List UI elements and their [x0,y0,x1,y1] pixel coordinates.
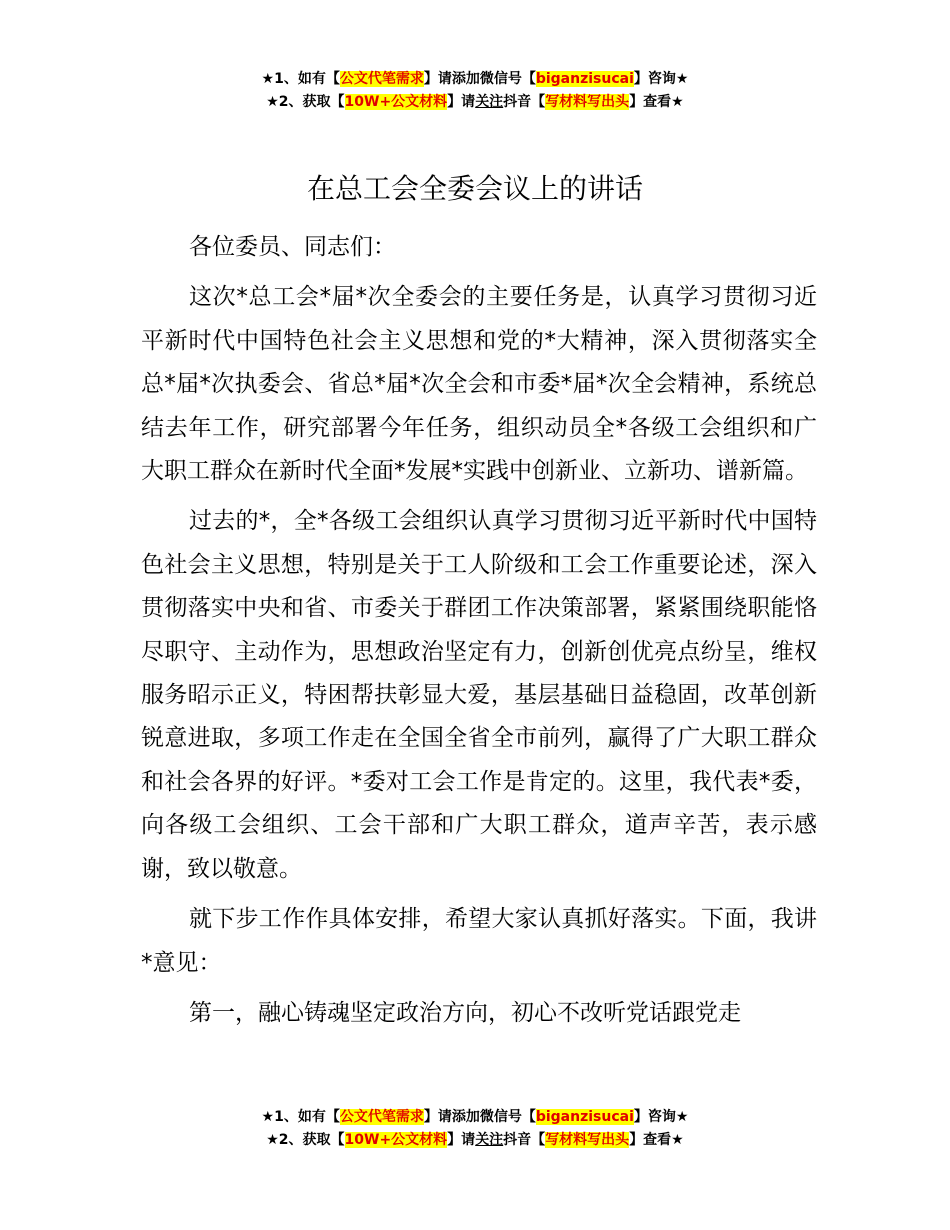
promo-highlight-wechat-id: biganzisucai [535,71,634,87]
promo-text: ★1、如有【 [261,1109,340,1125]
promo-highlight-douyin: 写材料写出头 [545,94,630,110]
promo-header [0,68,950,114]
promo-highlight-wechat-id: biganzisucai [535,1109,634,1125]
promo-highlight-douyin: 写材料写出头 [545,1132,630,1148]
promo-text: 】查看★ [629,94,684,110]
promo-text: 抖音【 [503,94,546,110]
promo-text: 】咨询★ [633,1109,689,1125]
promo-line-2 [0,1129,950,1152]
paragraph: 就下步工作作具体安排，希望大家认真抓好落实。下面，我讲*意见： [141,906,817,976]
promo-underlined: 关注 [475,94,504,110]
promo-highlight: 10W+公文材料 [344,94,448,110]
promo-text: ★2、获取【 [266,94,345,110]
promo-text: 】查看★ [629,1132,684,1148]
promo-text: ★1、如有【 [261,71,340,87]
promo-text: 抖音【 [503,1132,546,1148]
promo-line-2 [0,91,950,114]
promo-text: 】请 [447,94,476,110]
promo-text: ★2、获取【 [266,1132,345,1148]
paragraph: 这次*总工会*届*次全委会的主要任务是，认真学习贯彻习近平新时代中国特色社会主义思想和党的*大精神，深入贯彻落实全总*届*次执委会、省总*届*次全会和市委*届*次全会精神，系统总结去年工作，研究部署今年任务，组织动员全*各级工会组织和广大职工群众在新时代全面*发展*实践中创新业、立新功、谱新篇。 [141,284,817,485]
promo-line-1 [0,68,950,91]
salutation: 各位委员、同志们： [189,234,396,260]
promo-text: 】请添加微信号【 [423,71,536,87]
promo-text: 】请添加微信号【 [423,1109,536,1125]
section-heading: 第一，融心铸魂坚定政治方向，初心不改听党话跟党走 [189,999,741,1026]
document-title: 在总工会全委会议上的讲话 [306,172,643,205]
promo-text: 】请 [447,1132,476,1148]
promo-line-1 [0,1106,950,1129]
document-body [141,226,817,1035]
promo-text: 】咨询★ [633,71,689,87]
promo-underlined: 关注 [475,1132,504,1148]
promo-highlight: 10W+公文材料 [344,1132,448,1148]
promo-highlight: 公文代笔需求 [339,71,424,87]
promo-footer [0,1106,950,1152]
paragraph: 过去的*，全*各级工会组织认真学习贯彻习近平新时代中国特色社会主义思想，特别是关于工人阶级和工会工作重要论述，深入贯彻落实中央和省、市委关于群团工作决策部署，紧紧围绕职能恪尽职守、主动作为，思想政治坚定有力，创新创优亮点纷呈，维权服务昭示正义，特困帮扶彰显大爱，基层基础日益稳固，改革创新锐意进取，多项工作走在全国全省全市前列，赢得了广大职工群众和社会各界的好评。*委对工会工作是肯定的。这里，我代表*委，向各级工会组织、工会干部和广大职工群众，道声辛苦，表示感谢，致以敬意。 [141,508,817,882]
promo-highlight: 公文代笔需求 [339,1109,424,1125]
